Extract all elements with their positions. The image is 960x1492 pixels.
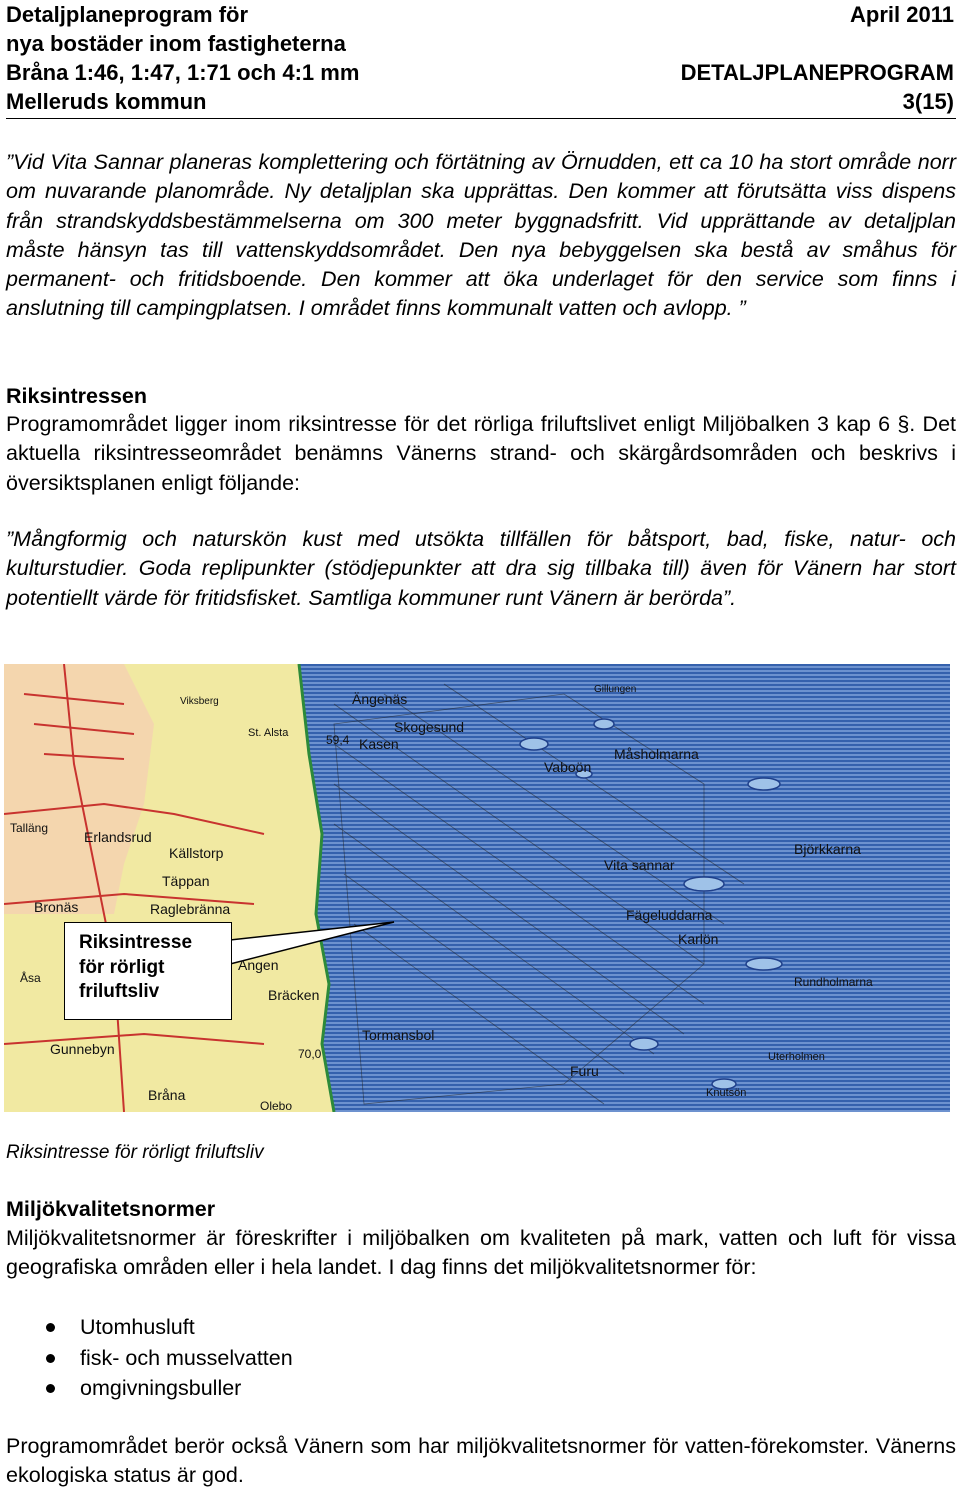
callout-line: för rörligt <box>79 956 165 978</box>
map-label: Vaboön <box>544 759 592 775</box>
map-elevation: 59,4 <box>326 733 350 747</box>
map-label: Tormansbol <box>362 1027 435 1043</box>
header-doc-type: DETALJPLANEPROGRAM <box>680 60 954 85</box>
riksintressen-text: Programområdet ligger inom riksintresse för det rörliga friluftslivet enligt Miljöbalken 3 kap 6 §. Det aktuella riksintresseområdet benämns Vänerns strand- och skärgårdsområden och beskrivs i översiktsplanen enligt följande: <box>6 412 956 495</box>
map-label: Källstorp <box>169 845 224 861</box>
map-label: Skogesund <box>394 719 465 735</box>
map-label: St. Alsta <box>248 727 289 739</box>
list-item: Utomhusluft <box>6 1312 906 1343</box>
section-heading-riksintressen: Riksintressen <box>6 384 148 408</box>
map-label: Täppan <box>162 873 210 889</box>
header-page-number: 3(15) <box>902 89 954 114</box>
map-label: Ängenäs <box>352 691 408 707</box>
list-item: fisk- och musselvatten <box>6 1343 906 1374</box>
map-label: Knutsön <box>706 1087 747 1099</box>
map-label: Fägeluddarna <box>626 907 713 923</box>
map-label: Åsa <box>20 971 41 985</box>
section-heading-miljokvalitetsnormer: Miljökvalitetsnormer <box>6 1197 216 1221</box>
header-title-line-3: Bråna 1:46, 1:47, 1:71 och 4:1 mm <box>6 60 360 85</box>
map-label: Bronäs <box>34 899 79 915</box>
map-label: Björkkarna <box>794 841 861 857</box>
list-item: omgivningsbuller <box>6 1373 906 1404</box>
map-label: Angen <box>238 957 279 973</box>
intro-quote: ”Vid Vita Sannar planeras komplettering och förtätning av Örnudden, ett ca 10 ha stort område norr om nuvarande planområde. Ny detaljplan ska upprättas. Den kommer att förutsätta viss dispens från strandskyddsbestämmelserna om 300 meter byggnadsfritt. Vid upprättande av detaljplan måste hänsyn tas till vattenskyddsområdet. Den nya bebyggelsen ska bestå av småhus för permanent- och fritidsboende. Den kommer att öka underlaget för den service som finns i anslutning till campingplatsen. I området finns kommunalt vatten och avlopp. ” <box>6 150 956 321</box>
page-header <box>6 0 956 119</box>
map-callout-box <box>64 922 232 1020</box>
map-label: Raglebränna <box>150 901 231 917</box>
miljokvalitetsnormer-text: Miljökvalitetsnormer är föreskrifter i miljöbalken om kvaliteten på mark, vatten och luft för vissa geografiska områden eller i hela landet. I dag finns det miljökvalitetsnormer för: <box>6 1226 956 1280</box>
map-label: Uterholmen <box>768 1051 825 1063</box>
map-label: Kasen <box>359 736 399 752</box>
map-label: Talläng <box>10 821 49 835</box>
map-label: Vita sannar <box>604 857 675 873</box>
map-label: Bråna <box>148 1087 186 1103</box>
map-label: Furu <box>570 1063 599 1079</box>
header-municipality: Melleruds kommun <box>6 89 207 114</box>
bullet-icon <box>46 1323 55 1332</box>
header-title-line-1: Detaljplaneprogram för <box>6 2 249 27</box>
map-label: Måsholmarna <box>614 746 699 762</box>
riksintressen-quote: ”Mångformig och naturskön kust med utsökta tillfällen för båtsport, bad, fiske, natur- och kulturstudier. Goda replipunkter (stödjepunkter att dra sig tillbaka till) även för Vänern har stort potentiellt värde för fritidsfisket. Samtliga kommuner runt Vänern är berörda”. <box>6 527 956 610</box>
map-caption: Riksintresse för rörligt friluftsliv <box>6 1142 264 1163</box>
map-label: Viksberg <box>180 696 219 707</box>
header-title-line-2: nya bostäder inom fastigheterna <box>6 31 346 56</box>
map-label: Karlön <box>678 931 719 947</box>
map-label: Gillungen <box>594 684 637 695</box>
closing-text: Programområdet berör också Vänern som har miljökvalitetsnormer för vatten-förekomster. Vänerns ekologiska status är god. <box>6 1434 956 1488</box>
map-label: Bräcken <box>268 987 320 1003</box>
map-label: Rundholmarna <box>794 975 873 989</box>
map-label: Gunnebyn <box>50 1041 115 1057</box>
map-graphic <box>4 664 950 1112</box>
bullet-icon <box>46 1384 55 1393</box>
header-date: April 2011 <box>850 2 954 27</box>
map-image <box>4 664 950 1112</box>
callout-line: friluftsliv <box>79 981 160 1002</box>
norm-list <box>6 1312 906 1404</box>
map-elevation: 70,0 <box>298 1047 322 1061</box>
callout-line: Riksintresse <box>79 932 193 953</box>
bullet-icon <box>46 1354 55 1363</box>
map-label: Olebo <box>260 1099 293 1112</box>
map-label: Erlandsrud <box>84 829 152 845</box>
